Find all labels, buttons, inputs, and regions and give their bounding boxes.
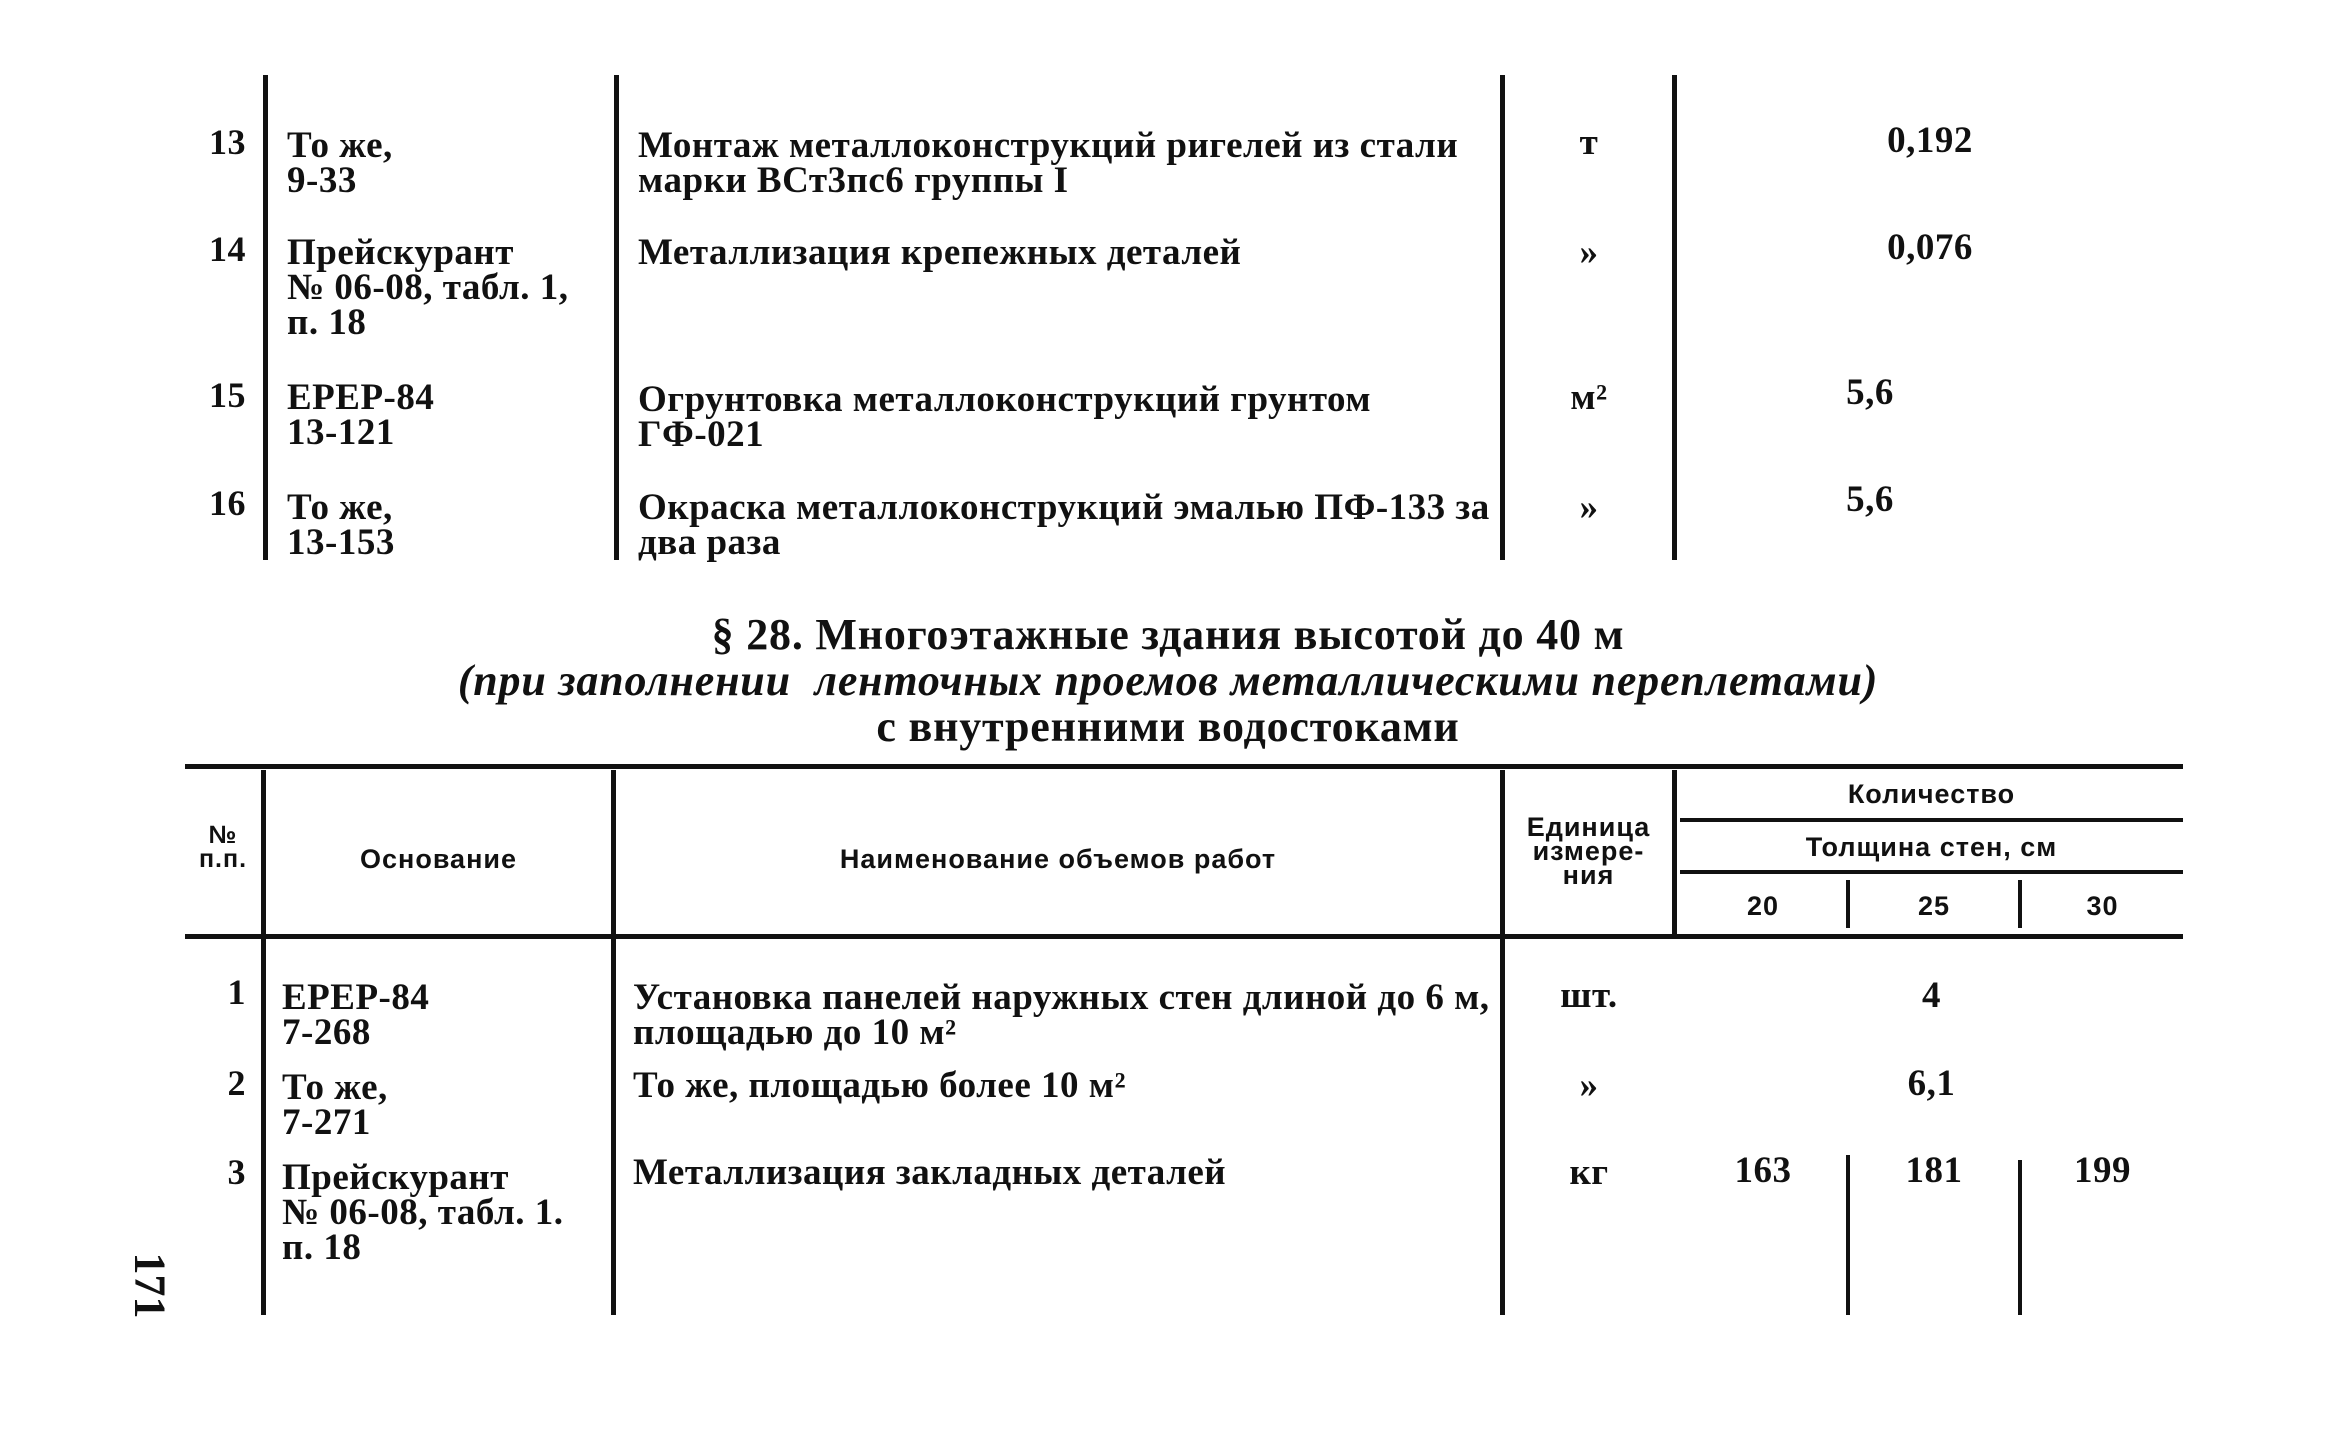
- table-header-bottom-rule: [185, 934, 2183, 939]
- row-work: Металлизация крепежных деталей: [638, 232, 1242, 273]
- row-basis: То же, 7-271: [282, 1067, 388, 1143]
- header-thickness-20: 20: [1746, 891, 1780, 921]
- row-unit: »: [1579, 1065, 1599, 1106]
- row-work: Металлизация закладных деталей: [633, 1152, 1227, 1193]
- row-number: 3: [227, 1152, 246, 1192]
- row-work: Окраска металлоконструкций эмалью ПФ-133 за два раза: [638, 487, 1490, 563]
- row-basis: То же, 9-33: [287, 125, 393, 201]
- section-title-line-3: с внутренними водостоками: [876, 702, 1460, 751]
- row-number: 13: [209, 122, 246, 162]
- section-title-line-1: § 28. Многоэтажные здания высотой до 40 м: [711, 610, 1625, 659]
- row-basis: Прейскурант № 06-08, табл. 1. п. 18: [282, 1157, 564, 1268]
- row-quantity-30: 199: [2074, 1150, 2131, 1191]
- top-table-rule: [263, 75, 268, 560]
- row-quantity: 5,6: [1846, 372, 1894, 413]
- row-basis: Прейскурант № 06-08, табл. 1, п. 18: [287, 232, 569, 343]
- row-quantity-25: 181: [1905, 1150, 1963, 1191]
- quantity-subheader-rule: [1680, 818, 2183, 822]
- row-number: 16: [209, 483, 246, 523]
- row-unit: »: [1579, 232, 1599, 273]
- row-work: То же, площадью более 10 м²: [633, 1065, 1127, 1106]
- row-work: Монтаж металлоконструкций ригелей из стали марки ВСт3пс6 группы I: [638, 125, 1459, 201]
- row-number: 2: [227, 1063, 246, 1103]
- header-thickness-30: 30: [2086, 891, 2119, 921]
- header-number: № п.п.: [198, 821, 248, 873]
- header-work-name: Наименование объемов работ: [839, 844, 1277, 874]
- row-number: 14: [209, 229, 246, 269]
- thickness-subheader-rule: [1680, 870, 2183, 874]
- row-basis: ЕРЕР-84 13-121: [287, 377, 435, 453]
- row-unit: шт.: [1560, 975, 1618, 1016]
- row-unit: м²: [1570, 377, 1608, 418]
- row-basis: ЕРЕР-84 7-268: [282, 977, 430, 1053]
- header-wall-thickness: Толщина стен, см: [1805, 832, 2058, 862]
- row-unit: »: [1579, 487, 1599, 528]
- row-number: 1: [227, 972, 246, 1012]
- row-unit: т: [1579, 122, 1599, 163]
- top-table-rule: [1500, 75, 1505, 560]
- row-work: Огрунтовка металлоконструкций грунтом ГФ-021: [638, 379, 1372, 455]
- section-title-line-2: (при заполнении ленточных проемов металлическими переплетами): [457, 656, 1879, 705]
- row-work: Установка панелей наружных стен длиной до 6 м, площадью до 10 м²: [633, 977, 1490, 1053]
- row-unit: кг: [1569, 1152, 1609, 1193]
- row-number: 15: [209, 375, 246, 415]
- page-number: 171: [125, 1252, 175, 1319]
- row-quantity: 0,192: [1887, 120, 1973, 161]
- row-quantity: 4: [1922, 975, 1941, 1016]
- header-basis: Основание: [360, 844, 517, 874]
- row-basis: То же, 13-153: [287, 487, 395, 563]
- row-quantity: 6,1: [1907, 1063, 1956, 1104]
- table-top-rule: [185, 764, 2183, 769]
- row-quantity: 5,6: [1846, 479, 1894, 520]
- row-quantity-20: 163: [1734, 1150, 1792, 1191]
- table-rule: [1672, 770, 1677, 935]
- header-unit: Единица измере- ния: [1526, 812, 1651, 890]
- header-quantity: Количество: [1847, 779, 2016, 809]
- header-thickness-25: 25: [1917, 891, 1951, 921]
- row-quantity: 0,076: [1887, 227, 1973, 268]
